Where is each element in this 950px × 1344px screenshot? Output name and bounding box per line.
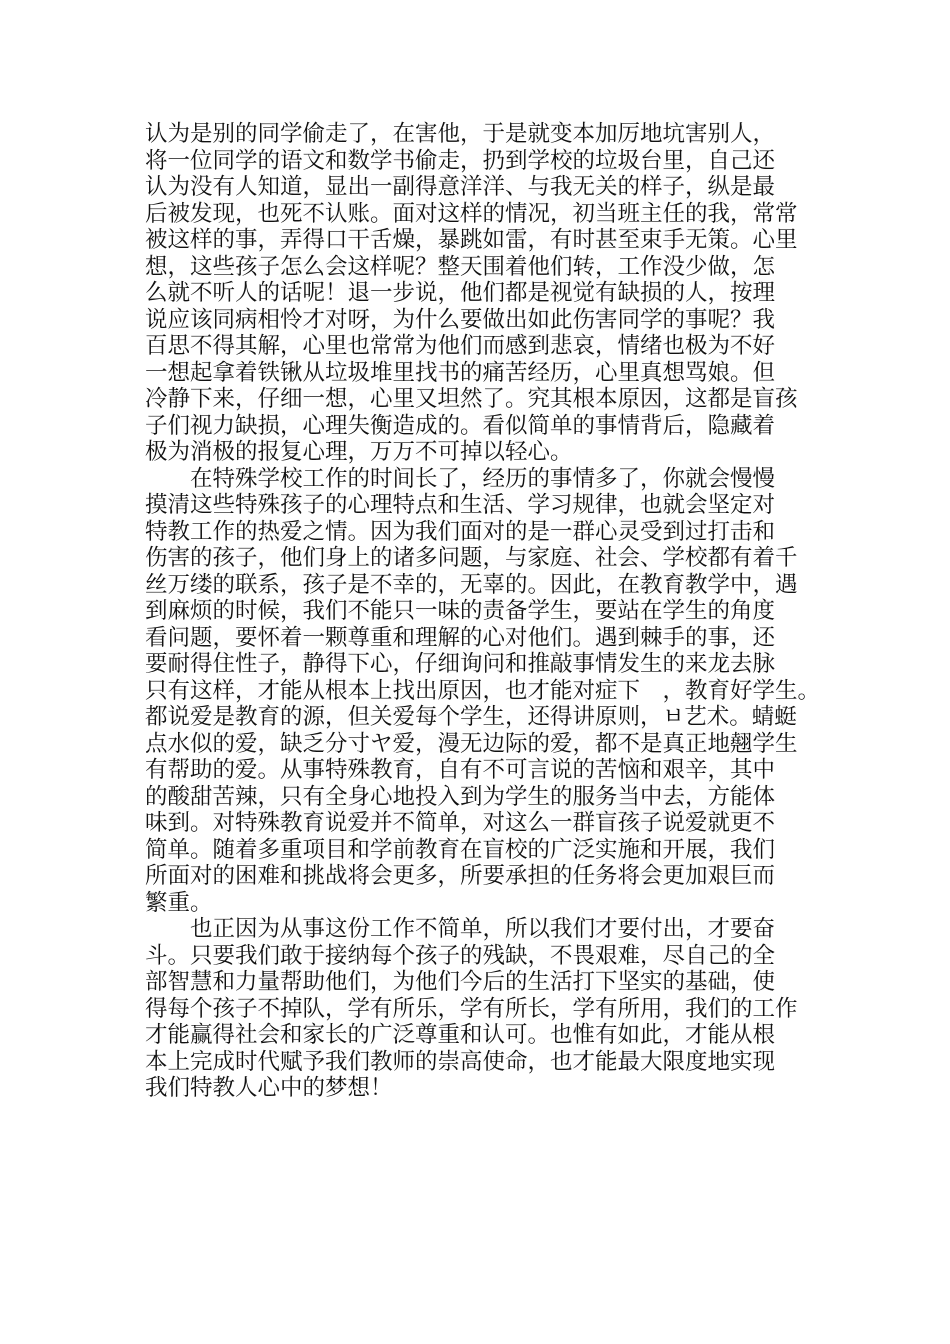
text-line: 丝万缕的联系，孩子是不幸的，无辜的。因此，在教育教学中，遇	[145, 571, 798, 598]
text-line: 得每个孩子不掉队，学有所乐，学有所长，学有所用，我们的工作	[145, 995, 798, 1022]
text-line: 百思不得其解，心里也常常为他们而感到悲哀，情绪也极为不好	[145, 333, 776, 359]
text-line: 子们视力缺损，心理失衡造成的。看似简单的事情背后，隐藏着	[145, 412, 776, 439]
text-line: 繁重。	[145, 889, 213, 916]
text-line: 要耐得住性子，静得下心，仔细询问和推敲事情发生的来龙去脉	[145, 651, 776, 677]
text-line: 部智慧和力量帮助他们，为他们今后的生活打下坚实的基础，使	[145, 969, 776, 995]
text-line: 所面对的困难和挑战将会更多，所要承担的任务将会更加艰巨而	[145, 863, 776, 889]
text-line: 摸清这些特殊孩子的心理特点和生活、学习规律，也就会坚定对	[145, 492, 776, 518]
text-line: 到麻烦的时候，我们不能只一味的责备学生，要站在学生的角度	[145, 598, 776, 624]
text-line: 味到。对特殊教育说爱并不简单，对这么一群盲孩子说爱就更不	[145, 810, 776, 836]
text-line: 极为消极的报复心理，万万不可掉以轻心。	[145, 439, 573, 465]
text-line: 在特殊学校工作的时间长了，经历的事情多了，你就会慢慢	[145, 465, 776, 492]
text-line: 冷静下来，仔细一想，心里又坦然了。究其根本原因，这都是盲孩	[145, 386, 798, 412]
text-line: 简单。随着多重项目和学前教育在盲校的广泛实施和开展，我们	[145, 836, 776, 863]
text-line: 都说爱是教育的源，但关爱每个学生，还得讲原则，ㅂ艺术。蜻蜓	[145, 704, 797, 730]
text-line: 看问题，要怀着一颗尊重和理解的心对他们。遇到棘手的事，还	[145, 624, 776, 651]
text-line: 伤害的孩子，他们身上的诸多问题，与家庭、社会、学校都有着千	[145, 545, 798, 571]
text-line: 才能赢得社会和家长的广泛尊重和认可。也惟有如此，才能从根	[145, 1022, 776, 1048]
text-line: 斗。只要我们敢于接纳每个孩子的残缺，不畏艰难，尽自己的全	[145, 942, 776, 969]
text-line: 么就不听人的话呢！退一步说，他们都是视觉有缺损的人，按理	[145, 280, 776, 306]
text-line: 后被发现，也死不认账。面对这样的情况，初当班主任的我，常常	[145, 200, 798, 227]
text-line: 我们特教人心中的梦想！	[145, 1075, 393, 1101]
text-line: 特教工作的热爱之情。因为我们面对的是一群心灵受到过打击和	[145, 518, 776, 545]
text-line: 有帮助的爱。从事特殊教育，自有不可言说的苦恼和艰辛，其中	[145, 757, 776, 783]
text-line: 认为是别的同学偷走了，在害他，于是就变本加厉地坑害别人，	[145, 121, 776, 147]
text-line: 点水似的爱，缺乏分寸ヤ爱，漫无边际的爱，都不是真正地翹学生	[145, 730, 798, 757]
text-line: 被这样的事，弄得口干舌燥，暴跳如雷，有时甚至束手无策。心里	[145, 227, 798, 253]
text-line: 的酸甜苦辣，只有全身心地投入到为学生的服务当中去，方能体	[145, 783, 776, 810]
text-line: 本上完成时代赋予我们教师的崇高使命，也才能最大限度地实现	[145, 1048, 776, 1075]
text-line: 认为没有人知道，显出一副得意洋洋、与我无关的样子，纵是最	[145, 174, 776, 200]
text-line: 想，这些孩子怎么会这样呢？整天围着他们转，工作没少做，怎	[145, 253, 776, 280]
text-line: 只有这样，才能从根本上找出原因，也才能对症下 ，教育好学生。	[145, 677, 821, 704]
text-line: 一想起拿着铁锹从垃圾堆里找书的痛苦经历，心里真想骂娘。但	[145, 359, 776, 386]
text-line: 将一位同学的语文和数学书偷走，扔到学校的垃圾台里，自己还	[145, 147, 776, 174]
text-line: 说应该同病相怜才对呀，为什么要做出如此伤害同学的事呢？我	[145, 306, 776, 333]
body-text	[145, 121, 850, 1102]
text-line: 也正因为从事这份工作不简单，所以我们才要付出，才要奋	[145, 916, 776, 942]
